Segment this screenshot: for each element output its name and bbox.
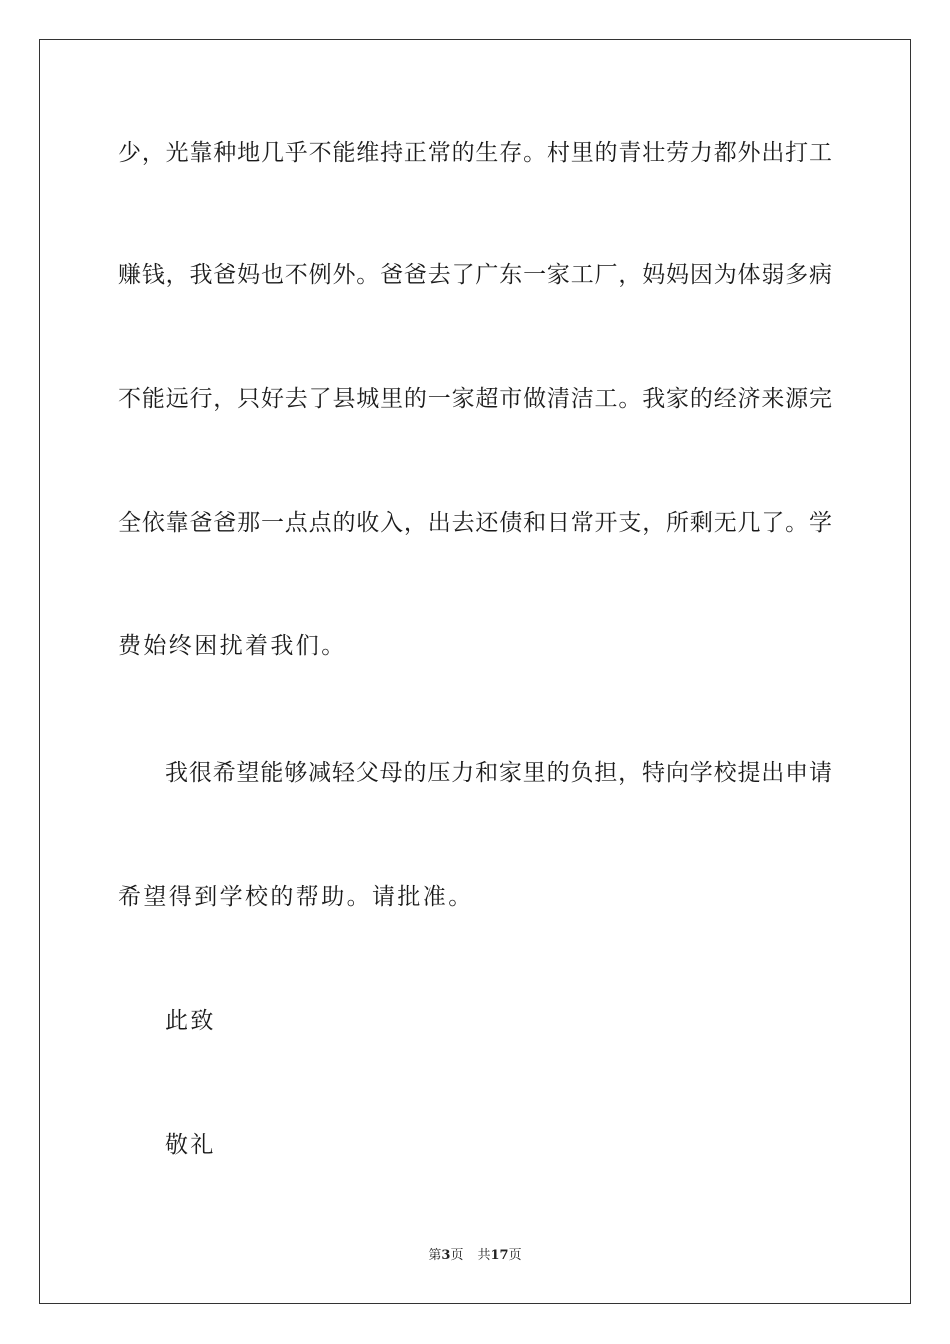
text-line-7: 希望得到学校的帮助。请批准。 xyxy=(118,884,474,910)
total-suffix: 页 xyxy=(508,1248,522,1263)
text-line-6: 我很希望能够减轻父母的压力和家里的负担，特向学校提出申请 xyxy=(165,760,832,786)
text-line-1: 少，光靠种地几乎不能维持正常的生存。村里的青壮劳力都外出打工 xyxy=(118,140,832,166)
closing-regards: 敬礼 xyxy=(165,1132,216,1158)
page-prefix: 第 xyxy=(428,1248,442,1263)
text-line-2: 赚钱，我爸妈也不例外。爸爸去了广东一家工厂，妈妈因为体弱多病 xyxy=(118,262,832,288)
page-border xyxy=(39,39,911,1304)
text-line-5: 费始终困扰着我们。 xyxy=(118,633,347,659)
total-prefix: 共 xyxy=(477,1248,491,1263)
text-line-4: 全依靠爸爸那一点点的收入，出去还债和日常开支，所剩无几了。学 xyxy=(118,510,832,536)
page-number: 3 xyxy=(441,1248,451,1263)
text-line-3: 不能远行，只好去了县城里的一家超市做清洁工。我家的经济来源完 xyxy=(118,386,832,412)
total-pages: 17 xyxy=(490,1248,509,1263)
closing-salutation: 此致 xyxy=(165,1008,216,1034)
page-suffix: 页 xyxy=(450,1248,464,1263)
page-footer xyxy=(0,1248,950,1264)
